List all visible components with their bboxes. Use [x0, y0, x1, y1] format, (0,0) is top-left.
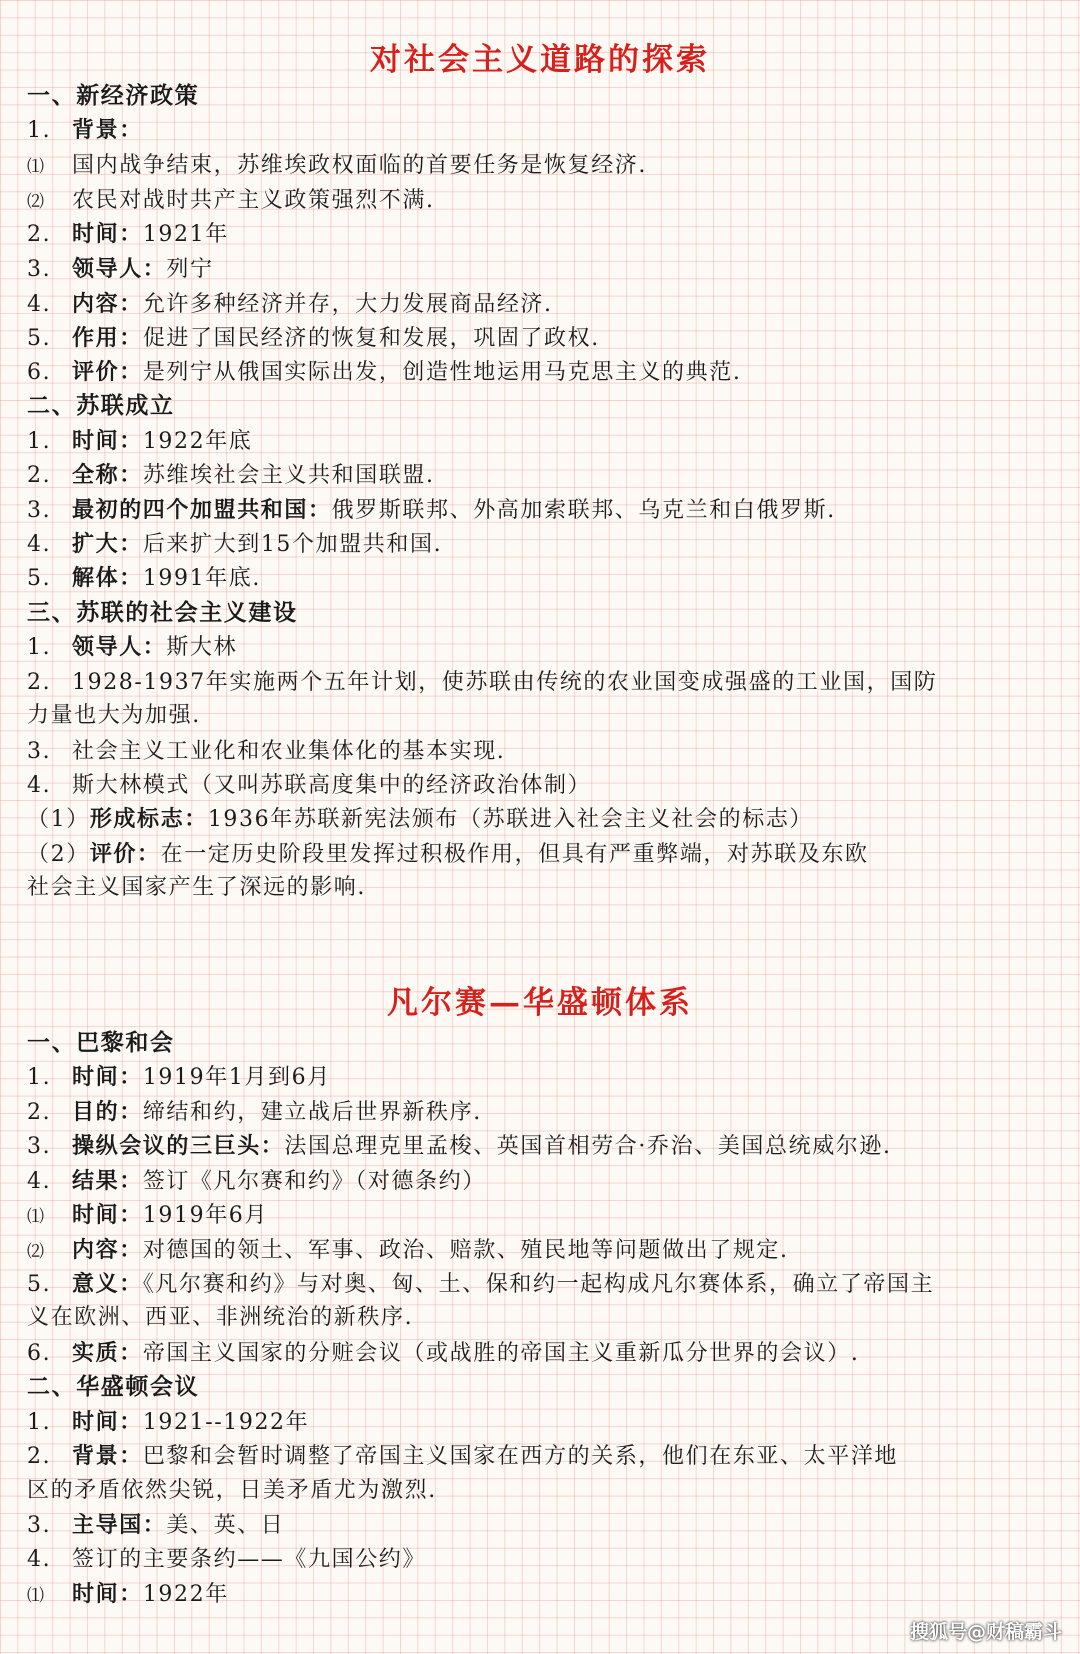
list-item-continuation: 社会主义国家产生了深远的影响. [27, 875, 366, 900]
list-item: 5. 解体：1991年底. [27, 565, 261, 591]
list-item: 2. 时间：1921年 [27, 221, 229, 247]
list-item: 3. 主导国：美、英、日 [27, 1512, 285, 1538]
section-title-socialist-road: 对社会主义道路的探索 [370, 42, 710, 78]
list-item-continuation: 区的矛盾依然尖锐，日美矛盾尤为激烈. [27, 1478, 437, 1503]
list-item: 6. 实质：帝国主义国家的分赃会议（或战胜的帝国主义重新瓜分世界的会议）. [27, 1340, 860, 1366]
list-item: 3. 领导人：列宁 [27, 256, 214, 282]
list-item: 1. 时间：1921--1922年 [27, 1409, 310, 1435]
list-item: 3. 社会主义工业化和农业集体化的基本实现. [27, 739, 506, 764]
list-item: 2. 目的：缔结和约，建立战后世界新秩序. [27, 1099, 482, 1125]
list-item: 4. 内容：允许多种经济并存，大力发展商品经济. [27, 291, 553, 317]
list-item: ⑵ 内容：对德国的领土、军事、政治、赔款、殖民地等问题做出了规定. [27, 1237, 789, 1263]
list-item: 6. 评价：是列宁从俄国实际出发，创造性地运用马克思主义的典范. [27, 359, 742, 385]
heading-ussr-founded: 二、苏联成立 [27, 392, 175, 419]
list-item: 4. 斯大林模式（又叫苏联高度集中的经济政治体制） [27, 773, 592, 798]
list-item: 2. 全称：苏维埃社会主义共和国联盟. [27, 462, 435, 488]
list-item: 4. 签订的主要条约——《九国公约》 [27, 1547, 427, 1572]
heading-new-economic-policy: 一、新经济政策 [27, 82, 200, 109]
list-item: ⑵ 农民对战时共产主义政策强烈不满. [27, 188, 435, 213]
list-item: 5. 意义：《凡尔赛和约》与对奥、匈、土、保和约一起构成凡尔赛体系，确立了帝国主 [27, 1271, 935, 1297]
watermark: 搜狐号@财稿霸斗 [909, 1621, 1062, 1643]
list-item: ⑴ 时间：1919年6月 [27, 1202, 268, 1228]
list-item: 5. 作用：促进了国民经济的恢复和发展，巩固了政权. [27, 325, 600, 351]
list-item: 4. 结果：签订《凡尔赛和约》（对德条约） [27, 1168, 486, 1194]
list-item-continuation: 力量也大为加强. [27, 703, 201, 728]
list-item: （2）评价：在一定历史阶段里发挥过积极作用，但具有严重弊端，对苏联及东欧 [27, 841, 869, 867]
list-item-continuation: 义在欧洲、西亚、非洲统治的新秩序. [27, 1305, 414, 1330]
heading-paris-conference: 一、巴黎和会 [27, 1029, 175, 1056]
list-item: 1. 时间：1919年1月到6月 [27, 1064, 331, 1090]
list-item: 3. 操纵会议的三巨头：法国总理克里孟梭、英国首相劳合·乔治、美国总统威尔逊. [27, 1133, 892, 1159]
list-item: 2. 背景：巴黎和会暂时调整了帝国主义国家在西方的关系，他们在东亚、太平洋地 [27, 1443, 899, 1469]
list-item: 2. 1928-1937年实施两个五年计划，使苏联由传统的农业国变成强盛的工业国，国防 [27, 670, 938, 695]
section-title-versailles-washington: 凡尔赛—华盛顿体系 [387, 985, 693, 1021]
list-item: ⑴ 国内战争结束，苏维埃政权面临的首要任务是恢复经济. [27, 153, 647, 178]
list-item: 1. 领导人：斯大林 [27, 634, 238, 660]
list-item: 3. 最初的四个加盟共和国：俄罗斯联邦、外高加索联邦、乌克兰和白俄罗斯. [27, 497, 836, 523]
list-item: （1）形成标志：1936年苏联新宪法颁布（苏联进入社会主义社会的标志） [27, 806, 814, 832]
list-item: 4. 扩大：后来扩大到15个加盟共和国. [27, 531, 443, 557]
list-item: 1. 时间：1922年底 [27, 428, 253, 454]
list-item: 1. 背景： [27, 117, 143, 143]
heading-washington-conference: 二、华盛顿会议 [27, 1373, 200, 1400]
list-item: ⑴ 时间：1922年 [27, 1581, 229, 1607]
heading-socialist-construction: 三、苏联的社会主义建设 [27, 599, 298, 626]
